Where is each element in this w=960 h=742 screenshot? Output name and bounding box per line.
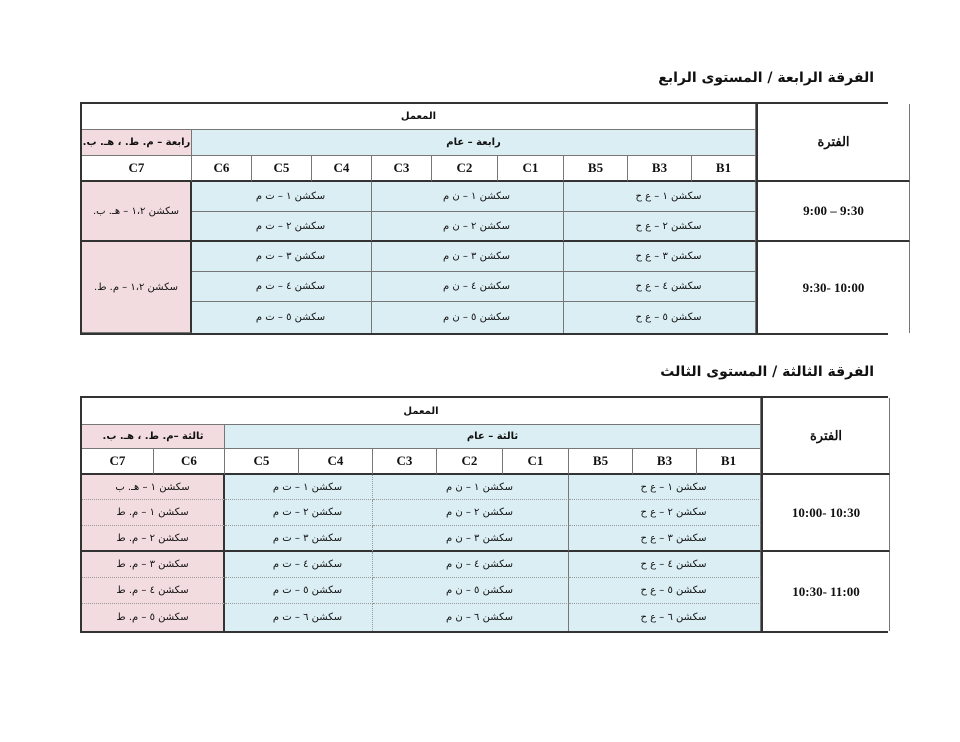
lab-c3: C3 xyxy=(372,156,432,182)
lab-b5: B5 xyxy=(564,156,628,182)
lab-b1: B1 xyxy=(697,449,761,475)
period-cell: 10:00- 10:30 xyxy=(761,475,890,552)
lab-c5: C5 xyxy=(252,156,312,182)
lab-c2: C2 xyxy=(432,156,498,182)
session-cell: سكشن ٤ – ن م xyxy=(373,552,569,578)
session-cell: سكشن ٤ – ن م xyxy=(372,272,564,302)
session-cell: سكشن ٦ – ن م xyxy=(373,604,569,631)
session-cell: سكشن ٥ – ن م xyxy=(372,302,564,333)
lab-c7: C7 xyxy=(82,449,154,475)
session-cell: سكشن ١ – ت م xyxy=(192,182,372,212)
session-cell: سكشن ١ – ن م xyxy=(372,182,564,212)
lab-c7: C7 xyxy=(82,156,192,182)
session-cell: سكشن ٢ – ت م xyxy=(192,212,372,242)
lab-c1: C1 xyxy=(498,156,564,182)
period-header: الفترة xyxy=(761,398,890,475)
session-cell: سكشن ٤ – ت م xyxy=(225,552,373,578)
period-cell: 9:30- 10:00 xyxy=(756,242,910,333)
lab-b3: B3 xyxy=(633,449,697,475)
session-cell: سكشن ١ – ت م xyxy=(225,475,373,500)
session-cell: سكشن ٣ – ن م xyxy=(372,242,564,272)
lab-c6: C6 xyxy=(192,156,252,182)
session-cell: سكشن ٣ – ت م xyxy=(192,242,372,272)
period-cell: 10:30- 11:00 xyxy=(761,552,890,631)
special-group-header: رابعة – م. ط. ، هـ. ب. xyxy=(82,130,192,156)
period-cell: 9:00 – 9:30 xyxy=(756,182,910,242)
lab-b5: B5 xyxy=(569,449,633,475)
lab-c2: C2 xyxy=(437,449,503,475)
period-header: الفترة xyxy=(756,104,910,182)
session-cell: سكشن ٢ – ت م xyxy=(225,500,373,526)
session-cell: سكشن ٣ – ع ح xyxy=(569,526,761,552)
lab-b3: B3 xyxy=(628,156,692,182)
session-cell: سكشن ٢ – ع ح xyxy=(564,212,756,242)
special-group-header: ثالثة –م. ط. ، هـ. ب. xyxy=(82,425,225,449)
special-session-cell: سكشن ٣ – م. ط xyxy=(82,552,225,578)
session-cell: سكشن ١ – ع ح xyxy=(564,182,756,212)
lab-c1: C1 xyxy=(503,449,569,475)
session-cell: سكشن ٥ – ع ح xyxy=(564,302,756,333)
session-cell: سكشن ٤ – ت م xyxy=(192,272,372,302)
session-cell: سكشن ٥ – ن م xyxy=(373,578,569,604)
section-title-fourth-year: الفرقة الرابعة / المستوى الرابع xyxy=(658,70,874,86)
special-session-cell: سكشن ١ – م. ط xyxy=(82,500,225,526)
session-cell: سكشن ٢ – ن م xyxy=(372,212,564,242)
session-cell: سكشن ٥ – ع ح xyxy=(569,578,761,604)
general-group-header: ثالثة – عام xyxy=(225,425,761,449)
lab-c6: C6 xyxy=(154,449,225,475)
session-cell: سكشن ٣ – ن م xyxy=(373,526,569,552)
lab-b1: B1 xyxy=(692,156,756,182)
schedule-table-third-year xyxy=(80,396,888,633)
lab-c4: C4 xyxy=(299,449,373,475)
session-cell: سكشن ٦ – ع ح xyxy=(569,604,761,631)
session-cell: سكشن ٥ – ت م xyxy=(192,302,372,333)
lab-header: المعمل xyxy=(82,398,761,425)
session-cell: سكشن ١ – ن م xyxy=(373,475,569,500)
session-cell: سكشن ٣ – ع ح xyxy=(564,242,756,272)
lab-c5: C5 xyxy=(225,449,299,475)
session-cell: سكشن ٦ – ت م xyxy=(225,604,373,631)
session-cell: سكشن ٢ – ن م xyxy=(373,500,569,526)
session-cell: سكشن ٣ – ت م xyxy=(225,526,373,552)
special-session-cell: سكشن ١،٢ – م. ط. xyxy=(82,242,192,333)
special-session-cell: سكشن ٥ – م. ط xyxy=(82,604,225,631)
special-session-cell: سكشن ١،٢ – هـ. ب. xyxy=(82,182,192,242)
session-cell: سكشن ١ – ع ح xyxy=(569,475,761,500)
session-cell: سكشن ٤ – ع ح xyxy=(564,272,756,302)
special-session-cell: سكشن ٢ – م. ط xyxy=(82,526,225,552)
session-cell: سكشن ٤ – ع ح xyxy=(569,552,761,578)
schedule-table-fourth-year xyxy=(80,102,888,335)
session-cell: سكشن ٢ – ع ح xyxy=(569,500,761,526)
special-session-cell: سكشن ١ – هـ. ب xyxy=(82,475,225,500)
lab-c4: C4 xyxy=(312,156,372,182)
lab-header: المعمل xyxy=(82,104,756,130)
general-group-header: رابعة – عام xyxy=(192,130,756,156)
section-title-third-year: الفرقة الثالثة / المستوى الثالث xyxy=(660,364,874,380)
special-session-cell: سكشن ٤ – م. ط xyxy=(82,578,225,604)
lab-c3: C3 xyxy=(373,449,437,475)
session-cell: سكشن ٥ – ت م xyxy=(225,578,373,604)
